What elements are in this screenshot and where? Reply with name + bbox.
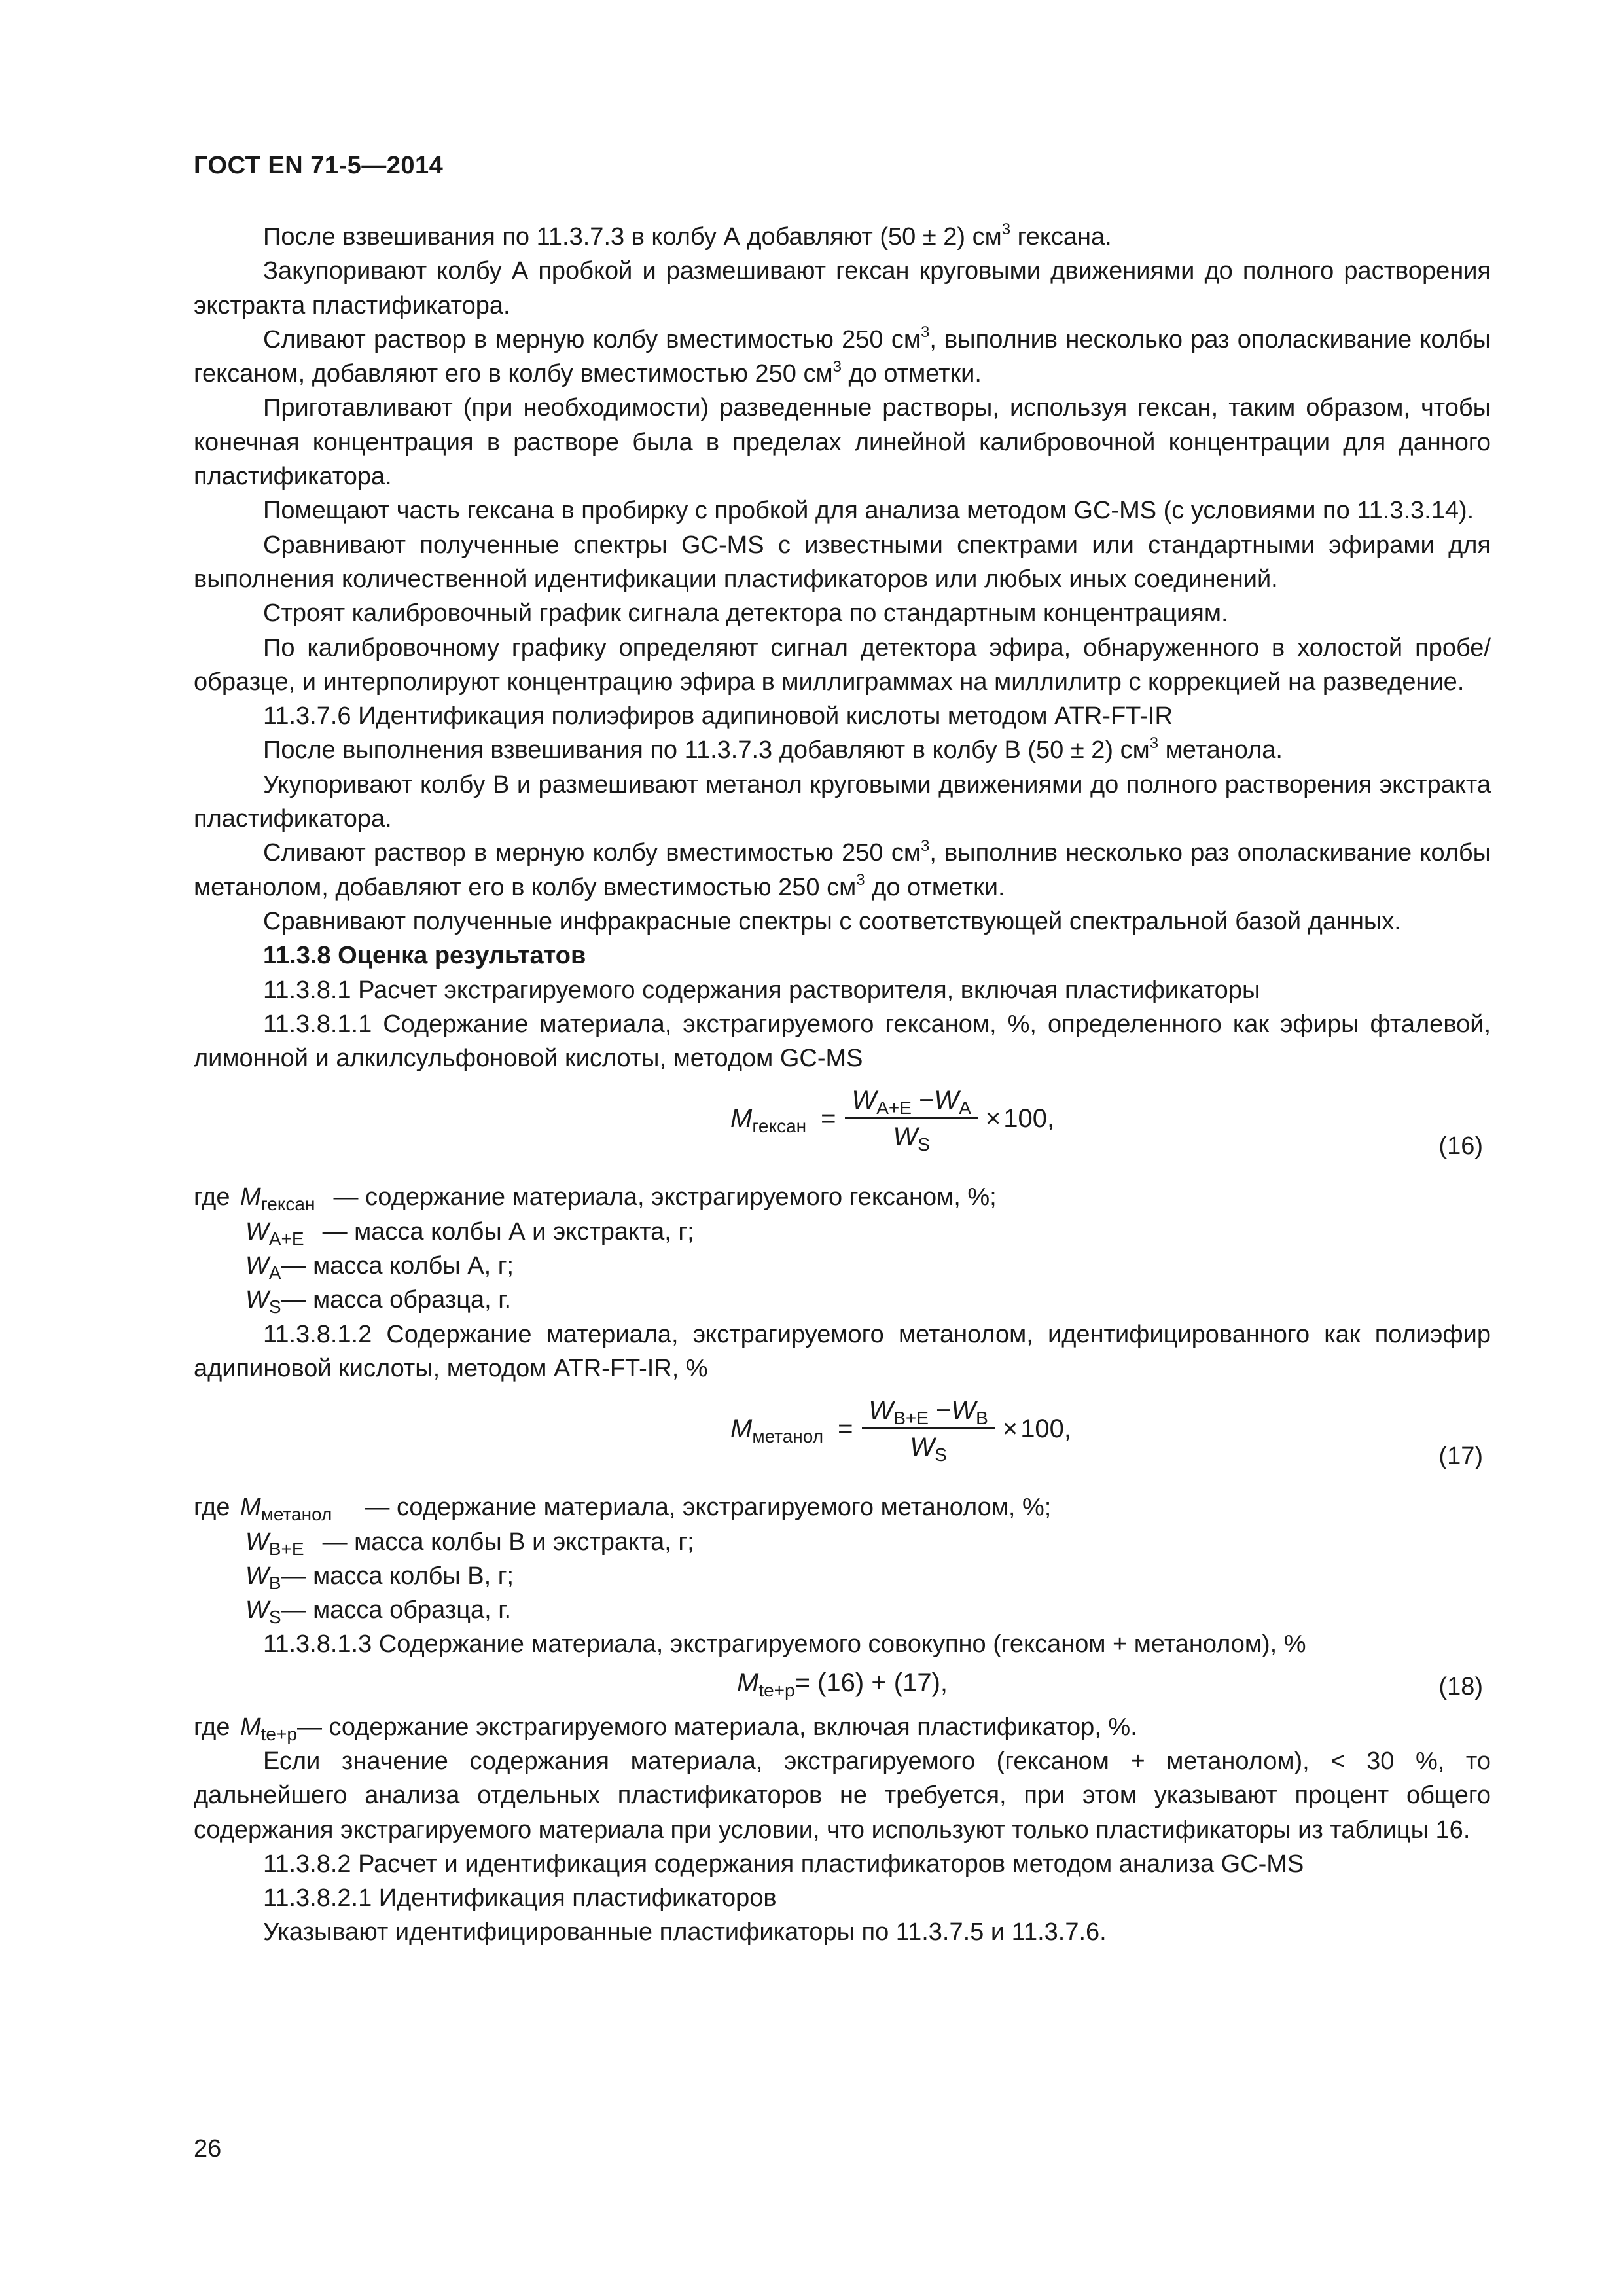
page-number: 26 — [194, 2135, 222, 2162]
formula-18-expression: $M_{te+p}$ = (16) + (17), — [737, 1668, 948, 1700]
paragraph: Указывают идентифицированные пластификаторы по 11.3.7.5 и 11.3.7.6. — [263, 1918, 1107, 1946]
paragraph: Закупоривают колбу А пробкой и размешивают гексан круговыми движениями до полного растворения экстракта пластификатора. — [194, 257, 1491, 319]
legend-row: где $M_{te+p}$ — содержание экстрагируемого материала, включая пластификатор, %. — [194, 1713, 1137, 1744]
equation-number: (16) — [1438, 1132, 1483, 1160]
formula-18 — [194, 1662, 1491, 1710]
paragraph: После выполнения взвешивания по 11.3.7.3 добавляют в колбу В (50 ± 2) $см^3$ метанола. — [263, 734, 1283, 764]
legend-row: $W_A$ — масса колбы А, г; — [245, 1252, 514, 1283]
subsection-heading: 11.3.7.6 Идентификация полиэфиров адипиновой кислоты методом ATR-FT-IR — [263, 702, 1173, 730]
paragraph: Строят калибровочный график сигнала детектора по стандартным концентрациям. — [263, 600, 1228, 628]
formula-18-legend — [194, 1710, 1491, 1744]
paragraph: Укупоривают колбу В и размешивают метанол круговыми движениями до полного растворения экстракта пластификатора. — [194, 770, 1491, 833]
subsection-heading: 11.3.8.1 Расчет экстрагируемого содержания растворителя, включая пластификаторы — [263, 976, 1260, 1004]
document-body — [194, 220, 1491, 1950]
subsection-heading: 11.3.8.2 Расчет и идентификация содержания пластификаторов методом анализа GC-MS — [263, 1850, 1304, 1878]
paragraph: Помещают часть гексана в пробирку с пробкой для анализа методом GC-MS (с условиями по 11.3.3.14). — [263, 497, 1474, 525]
legend-row: $W_S$ — масса образца, г. — [245, 1286, 512, 1318]
paragraph: Сравнивают полученные инфракрасные спектры с соответствующей спектральной базой данных. — [263, 907, 1401, 935]
document-header: ГОСТ EN 71-5—2014 — [194, 152, 444, 179]
paragraph: 11.3.8.1.3 Содержание материала, экстрагируемого совокупно (гексаном + метанолом), % — [263, 1630, 1306, 1659]
equation-number: (17) — [1438, 1443, 1483, 1471]
legend-row: $W_S$ — масса образца, г. — [245, 1596, 512, 1628]
formula-16-legend — [194, 1180, 1491, 1317]
formula-16-fraction: $\frac{W_{A+E} -W_A}{W_S}$ — [845, 1087, 977, 1150]
paragraph: Сливают раствор в мерную колбу вместимостью 250 $см^3$, выполнив несколько раз ополаскивание колбы метанолом, добавляют его в колбу вместимостью 250 $см^3$ до отметки. — [194, 836, 1491, 901]
paragraph: После взвешивания по 11.3.7.3 в колбу А добавляют (50 ± 2) $см^3$ гексана. — [263, 221, 1112, 251]
legend-row: $W_B$ — масса колбы В, г; — [245, 1562, 514, 1593]
paragraph: По калибровочному графику определяют сигнал детектора эфира, обнаруженного в холостой пробе/образце, и интерполируют концентрацию эфира в миллиграммах на миллилитр с коррекцией на разведение. — [194, 634, 1491, 696]
formula-16 — [194, 1075, 1491, 1180]
formula-17-expression: $M_{метанол}$ = $\frac{W_{B+E} -W_B}{W_S}$ × 100, — [730, 1396, 1072, 1465]
legend-row: где $M_{метанол}$ — содержание материала, экстрагируемого метанолом, %; — [194, 1494, 1052, 1525]
formula-17 — [194, 1386, 1491, 1490]
paragraph: 11.3.8.1.1 Содержание материала, экстрагируемого гексаном, %, определенного как эфиры фталевой, лимонной и алкилсульфоновой кислоты, методом GC-MS — [194, 1010, 1491, 1073]
paragraph: 11.3.8.1.2 Содержание материала, экстрагируемого метанолом, идентифицированного как полиэфир адипиновой кислоты, методом ATR-FT-IR, % — [194, 1320, 1491, 1382]
paragraph: Приготавливают (при необходимости) разведенные растворы, используя гексан, таким образом, чтобы конечная концентрация в растворе была в пределах линейной калибровочной концентрации для данного пластификатора. — [194, 394, 1491, 491]
legend-row: $W_{B+E}$ — масса колбы В и экстракта, г; — [245, 1528, 694, 1559]
subsection-heading: 11.3.8.2.1 Идентификация пластификаторов — [263, 1884, 777, 1912]
paragraph: Сливают раствор в мерную колбу вместимостью 250 $см^3$, выполнив несколько раз ополаскивание колбы гексаном, добавляют его в колбу вместимостью 250 $см^3$ до отметки. — [194, 323, 1491, 388]
legend-row: где $M_{гексан}$ — содержание материала, экстрагируемого гексаном, %; — [194, 1183, 997, 1215]
legend-row: $W_{A+E}$ — масса колбы А и экстракта, г; — [245, 1217, 694, 1249]
formula-17-fraction: $\frac{W_{B+E} -W_B}{W_S}$ — [862, 1397, 994, 1460]
formula-16-expression: $M_{гексан}$ = $\frac{W_{A+E} -W_A}{W_S}$ × 100, — [730, 1086, 1055, 1155]
paragraph: Если значение содержания материала, экстрагируемого (гексаном + метанолом), < 30 %, то дальнейшего анализа отдельных пластификаторов не требуется, при этом указывают процент общего содержания экстрагируемого материала при условии, что используют только пластификаторы из таблицы 16. — [194, 1747, 1491, 1844]
equation-number: (18) — [1438, 1672, 1483, 1700]
paragraph: Сравнивают полученные спектры GC-MS с известными спектрами или стандартными эфирами для выполнения количественной идентификации пластификаторов или любых иных соединений. — [194, 531, 1491, 593]
formula-17-legend — [194, 1490, 1491, 1627]
section-heading: 11.3.8 Оценка результатов — [263, 942, 586, 970]
